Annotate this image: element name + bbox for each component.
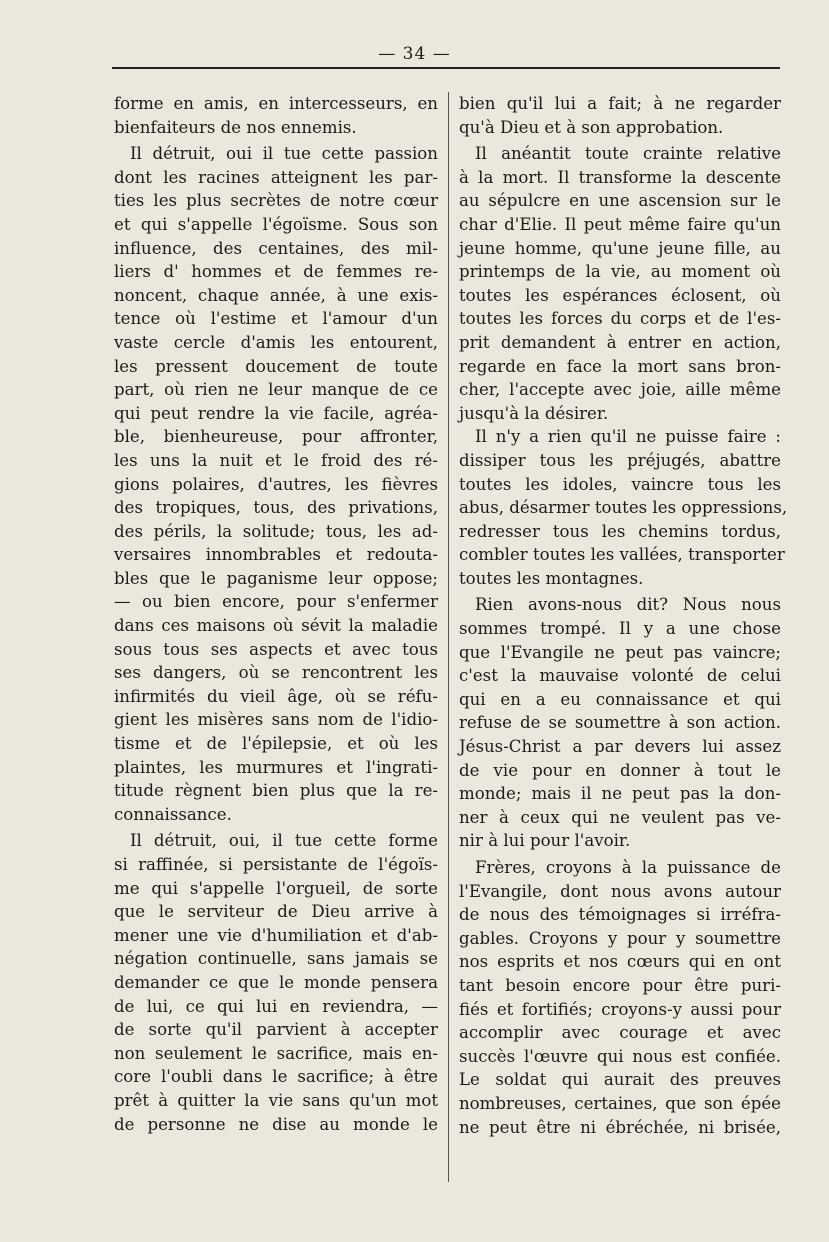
text-line: et qui s'appelle l'égoïsme. Sous son: [114, 214, 438, 234]
text-line: Il anéantit toute crainte relative: [475, 144, 781, 164]
text-line: tant besoin encore pour être puri-: [459, 975, 781, 995]
column-divider: [448, 92, 449, 1182]
text-line: cher, l'accepte avec joie, aille même: [459, 380, 781, 400]
text-line: l'Evangile, dont nous avons autour: [459, 881, 781, 901]
text-line: titude règnent bien plus que la re-: [114, 781, 438, 801]
text-line: les uns la nuit et le froid des ré-: [114, 450, 438, 470]
text-line: Rien avons-nous dit? Nous nous: [475, 595, 781, 615]
text-line: monde; mais il ne peut pas la don-: [459, 784, 781, 804]
text-line: dans ces maisons où sévit la maladie: [114, 616, 438, 636]
text-line: accomplir avec courage et avec: [459, 1023, 781, 1043]
text-line: sommes trompé. Il y a une chose: [459, 619, 781, 639]
text-line: forme en amis, en intercesseurs, en: [114, 94, 438, 113]
text-line: redresser tous les chemins tordus,: [459, 521, 781, 541]
text-line: bienfaiteurs de nos ennemis.: [114, 117, 357, 137]
text-line: si raffinée, si persistante de l'égoïs-: [114, 855, 438, 874]
text-line: regarde en face la mort sans bron-: [459, 356, 781, 376]
text-line: plaintes, les murmures et l'ingrati-: [114, 757, 438, 777]
text-line: gions polaires, d'autres, les fièvres: [114, 474, 438, 494]
text-line: toutes les montagnes.: [459, 568, 644, 588]
text-line: Il détruit, oui, il tue cette forme: [130, 831, 438, 851]
text-line: jeune homme, qu'une jeune fille, au: [459, 238, 781, 258]
text-line: versaires innombrables et redouta-: [114, 545, 438, 565]
text-line: demander ce que le monde pensera: [114, 972, 438, 992]
text-line: de personne ne dise au monde le: [114, 1114, 438, 1134]
text-line: sous tous ses aspects et avec tous: [114, 639, 438, 659]
text-line: influence, des centaines, des mil-: [114, 238, 438, 258]
text-line: fiés et fortifiés; croyons-y aussi pour: [459, 999, 781, 1019]
text-line: part, où rien ne leur manque de ce: [114, 380, 438, 400]
text-line: bien qu'il lui a fait; à ne regarder: [459, 94, 781, 113]
text-line: gient les misères sans nom de l'idio-: [114, 710, 438, 730]
left-column: [114, 92, 438, 1136]
text-line: succès l'œuvre qui nous est confiée.: [459, 1046, 781, 1066]
text-line: qui en a eu connaissance et qui: [459, 689, 781, 709]
text-line: tence où l'estime et l'amour d'un: [114, 309, 438, 329]
text-line: toutes les forces du corps et de l'es-: [459, 309, 781, 329]
text-line: que le serviteur de Dieu arrive à: [114, 902, 438, 922]
right-column: [459, 92, 788, 1139]
text-line: refuse de se soumettre à son action.: [459, 713, 781, 733]
text-line: à la mort. Il transforme la descente: [459, 167, 781, 187]
text-line: jusqu'à la désirer.: [459, 403, 609, 423]
text-line: Il n'y a rien qu'il ne puisse faire :: [475, 427, 781, 447]
text-line: de nous des témoignages si irréfra-: [459, 905, 781, 925]
text-line: core l'oubli dans le sacrifice; à être: [114, 1067, 438, 1087]
text-line: c'est la mauvaise volonté de celui: [459, 666, 781, 686]
text-line: qui peut rendre la vie facile, agréa-: [114, 403, 438, 423]
text-line: me qui s'appelle l'orgueil, de sorte: [114, 878, 438, 898]
text-line: Frères, croyons à la puissance de: [475, 858, 781, 877]
text-line: des périls, la solitude; tous, les ad-: [114, 521, 438, 541]
text-line: que l'Evangile ne peut pas vaincre;: [459, 642, 781, 662]
text-line: tisme et de l'épilepsie, et où les: [114, 734, 438, 754]
text-line: Il détruit, oui il tue cette passion: [130, 144, 438, 164]
text-line: qu'à Dieu et à son approbation.: [459, 117, 724, 137]
text-line: ner à ceux qui ne veulent pas ve-: [459, 807, 781, 827]
text-line: Le soldat qui aurait des preuves: [459, 1070, 781, 1090]
text-line: bles que le paganisme leur oppose;: [114, 568, 438, 588]
text-line: char d'Elie. Il peut même faire qu'un: [459, 214, 781, 234]
text-line: vaste cercle d'amis les entourent,: [114, 332, 438, 352]
text-line: ties les plus secrètes de notre cœur: [114, 191, 438, 211]
text-line: nos esprits et nos cœurs qui en ont: [459, 952, 781, 972]
text-line: ne peut être ni ébréchée, ni brisée,: [459, 1117, 781, 1137]
text-line: ble, bienheureuse, pour affronter,: [114, 427, 438, 447]
text-line: des tropiques, tous, des privations,: [114, 498, 438, 518]
header-rule: [112, 67, 780, 69]
page-number: — 34 —: [378, 44, 451, 64]
text-line: noncent, chaque année, à une exis-: [114, 285, 438, 305]
text-line: prêt à quitter la vie sans qu'un mot: [114, 1090, 438, 1110]
text-line: toutes les idoles, vaincre tous les: [459, 474, 781, 494]
text-line: connaissance.: [114, 804, 232, 824]
text-line: toutes les espérances éclosent, où: [459, 285, 781, 305]
text-line: nombreuses, certaines, que son épée: [459, 1093, 781, 1113]
text-line: combler toutes les vallées, transporter: [459, 545, 785, 565]
text-line: nir à lui pour l'avoir.: [459, 831, 631, 851]
text-line: liers d' hommes et de femmes re-: [114, 262, 438, 282]
text-line: les pressent doucement de toute: [114, 356, 438, 376]
text-line: non seulement le sacrifice, mais en-: [114, 1043, 438, 1063]
text-line: printemps de la vie, au moment où: [459, 262, 781, 282]
text-line: abus, désarmer toutes les oppressions,: [459, 498, 788, 518]
text-line: infirmités du vieil âge, où se réfu-: [114, 686, 438, 706]
text-line: ses dangers, où se rencontrent les: [114, 663, 438, 683]
text-line: gables. Croyons y pour y soumettre: [459, 928, 781, 948]
text-line: dissiper tous les préjugés, abattre: [459, 450, 781, 470]
text-line: mener une vie d'humiliation et d'ab-: [114, 925, 438, 945]
text-line: prit demandent à entrer en action,: [459, 332, 781, 352]
text-line: — ou bien encore, pour s'enfermer: [114, 592, 438, 612]
text-line: Jésus-Christ a par devers lui assez: [459, 737, 781, 757]
text-line: de vie pour en donner à tout le: [459, 760, 781, 780]
text-line: négation continuelle, sans jamais se: [114, 949, 438, 969]
text-line: au sépulcre en une ascension sur le: [459, 191, 781, 211]
text-line: de lui, ce qui lui en reviendra, —: [114, 996, 438, 1016]
text-line: de sorte qu'il parvient à accepter: [114, 1020, 438, 1040]
text-line: dont les racines atteignent les par-: [114, 167, 438, 187]
